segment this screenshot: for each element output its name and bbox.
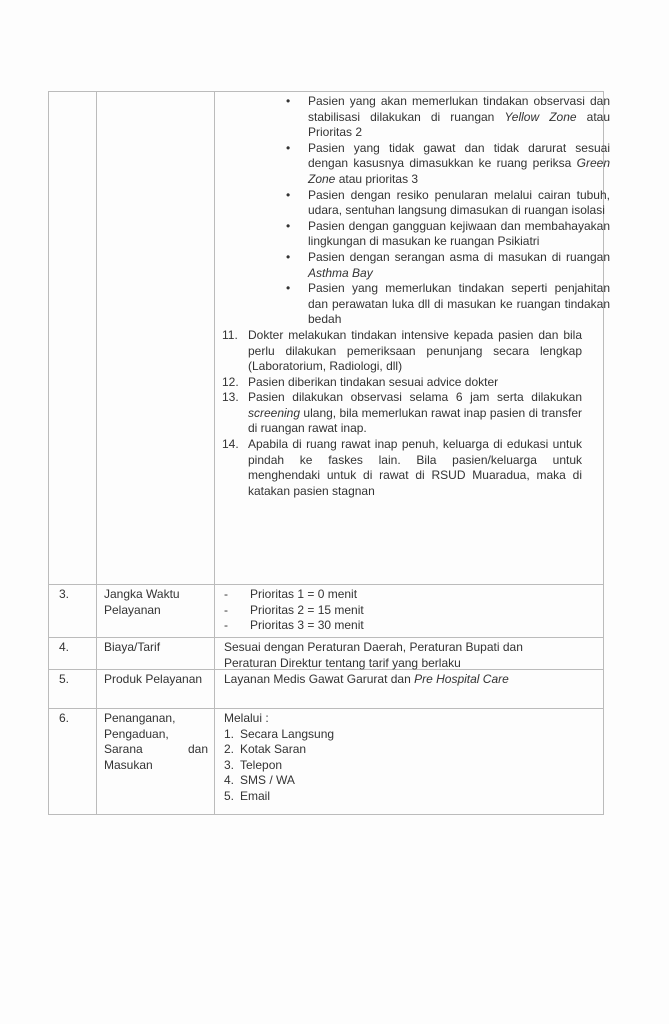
bullet-emphasis: Yellow Zone	[504, 109, 577, 124]
bullet-icon: •	[286, 94, 291, 108]
channel-item	[224, 789, 334, 805]
channel-text: Secara Langsung	[240, 726, 335, 741]
channel-text: Kotak Saran	[240, 742, 307, 757]
row-label: Produk Pelayanan	[104, 672, 203, 686]
bullet-text-end: atau prioritas 3	[335, 171, 419, 186]
tariff-line: Peraturan Direktur tentang tarif yang berlaku	[224, 655, 461, 670]
bullet-icon: •	[286, 218, 291, 233]
dash: -	[224, 587, 228, 601]
channel-number: 1.	[224, 726, 235, 741]
bullet-text: Pasien yang memerlukan tindakan seperti penjahitan dan perawatan luka dll di masukan ke ruangan tindakan bedah	[308, 281, 610, 327]
step-number: 11.	[222, 327, 238, 342]
row-number: 3.	[59, 587, 70, 601]
step-text: Pasien dilakukan observasi selama 6 jam serta dilakukan	[248, 390, 582, 405]
row-divider	[49, 708, 603, 709]
step-number: 14.	[222, 437, 239, 452]
bullet-icon: •	[286, 187, 291, 202]
product-text-main: Layanan Medis Gawat Garurat dan	[224, 672, 415, 686]
column-divider	[96, 92, 97, 814]
bullet-item	[274, 219, 610, 250]
bullet-item	[274, 94, 610, 141]
tariff-text	[224, 640, 523, 671]
row-label: Jangka Waktu Pelayanan	[104, 587, 180, 617]
channel-text: SMS / WA	[240, 773, 295, 788]
row-number: 6.	[59, 711, 70, 725]
bullet-item	[274, 141, 610, 188]
duration-list	[224, 587, 364, 634]
step-text-end: ulang, bila memerlukan rawat inap pasien di transfer di ruangan rawat inap.	[248, 405, 582, 436]
channel-text: Email	[240, 788, 271, 803]
dash: -	[224, 602, 228, 617]
channel-text: Telepon	[240, 757, 283, 772]
bullet-text: Pasien dengan gangguan kejiwaan dan membahayakan lingkungan di masukan ke ruangan Psikiatri	[308, 218, 610, 249]
bullet-icon: •	[286, 281, 291, 296]
channel-item	[224, 727, 334, 743]
bullet-item	[274, 188, 610, 219]
product-emphasis: Pre Hospital Care	[414, 672, 509, 686]
bullet-item	[274, 250, 610, 281]
step-emphasis: screening	[248, 405, 301, 420]
duration-text: Prioritas 1 = 0 menit	[250, 587, 358, 601]
row-number: 5.	[59, 672, 70, 686]
row-number: 4.	[59, 640, 70, 654]
column-divider	[214, 92, 215, 814]
bullet-text-end: atau Prioritas 2	[308, 109, 610, 140]
bullet-text: Pasien dengan serangan asma di masukan di ruangan	[308, 249, 610, 264]
zone-bullet-list	[222, 94, 610, 499]
product-text	[224, 672, 509, 688]
channel-intro: Melalui :	[224, 711, 269, 725]
channel-number: 3.	[224, 757, 235, 772]
duration-item	[224, 587, 364, 603]
channel-item	[224, 773, 334, 789]
service-standard-table	[48, 91, 610, 815]
step-item	[222, 328, 582, 375]
channel-item	[224, 742, 334, 758]
bullet-emphasis: Green Zone	[308, 156, 610, 186]
dash: -	[224, 618, 228, 633]
row-label: Penanganan, Pengaduan, Sarana dan Masukan	[104, 711, 208, 772]
step-item	[222, 390, 582, 437]
row-label: Biaya/Tarif	[104, 640, 161, 654]
duration-item	[224, 618, 364, 634]
row-divider	[49, 637, 603, 638]
bullet-text: Pasien yang akan memerlukan tindakan observasi dan stabilisasi dilakukan di ruangan	[308, 94, 610, 124]
step-text: Pasien diberikan tindakan sesuai advice dokter	[248, 374, 499, 389]
channel-list	[224, 711, 334, 805]
duration-item	[224, 603, 364, 619]
tariff-line: Sesuai dengan Peraturan Daerah, Peraturan Bupati dan	[224, 640, 523, 654]
step-item	[222, 375, 582, 391]
bullet-text: Pasien yang tidak gawat dan tidak darurat sesuai dengan kasusnya dimasukkan ke ruang periksa	[308, 140, 610, 171]
step-number: 12.	[222, 374, 239, 389]
step-text: Dokter melakukan tindakan intensive kepada pasien dan bila perlu dilakukan pemeriksaan penunjang secara lengkap (Laboratorium, Radiologi, dll)	[248, 327, 582, 374]
bullet-icon: •	[286, 249, 291, 264]
step-number: 13.	[222, 390, 239, 405]
channel-number: 5.	[224, 788, 235, 803]
bullet-item	[274, 281, 610, 328]
step-text: Apabila di ruang rawat inap penuh, keluarga di edukasi untuk pindah ke faskes lain. Bila pasien/keluarga untuk menghendaki untuk di rawat di RSUD Muaradua, maka di katakan pasien stagnan	[248, 437, 582, 498]
duration-text: Prioritas 3 = 30 menit	[250, 618, 364, 633]
step-item	[222, 437, 582, 499]
bullet-text: Pasien dengan resiko penularan melalui cairan tubuh, udara, sentuhan langsung dimasukan di ruangan isolasi	[308, 187, 610, 218]
channel-number: 4.	[224, 773, 235, 788]
channel-item	[224, 758, 334, 774]
row-divider	[49, 584, 603, 585]
duration-text: Prioritas 2 = 15 menit	[250, 602, 364, 617]
channel-number: 2.	[224, 742, 235, 757]
bullet-emphasis: Asthma Bay	[308, 265, 373, 280]
bullet-icon: •	[286, 140, 291, 155]
